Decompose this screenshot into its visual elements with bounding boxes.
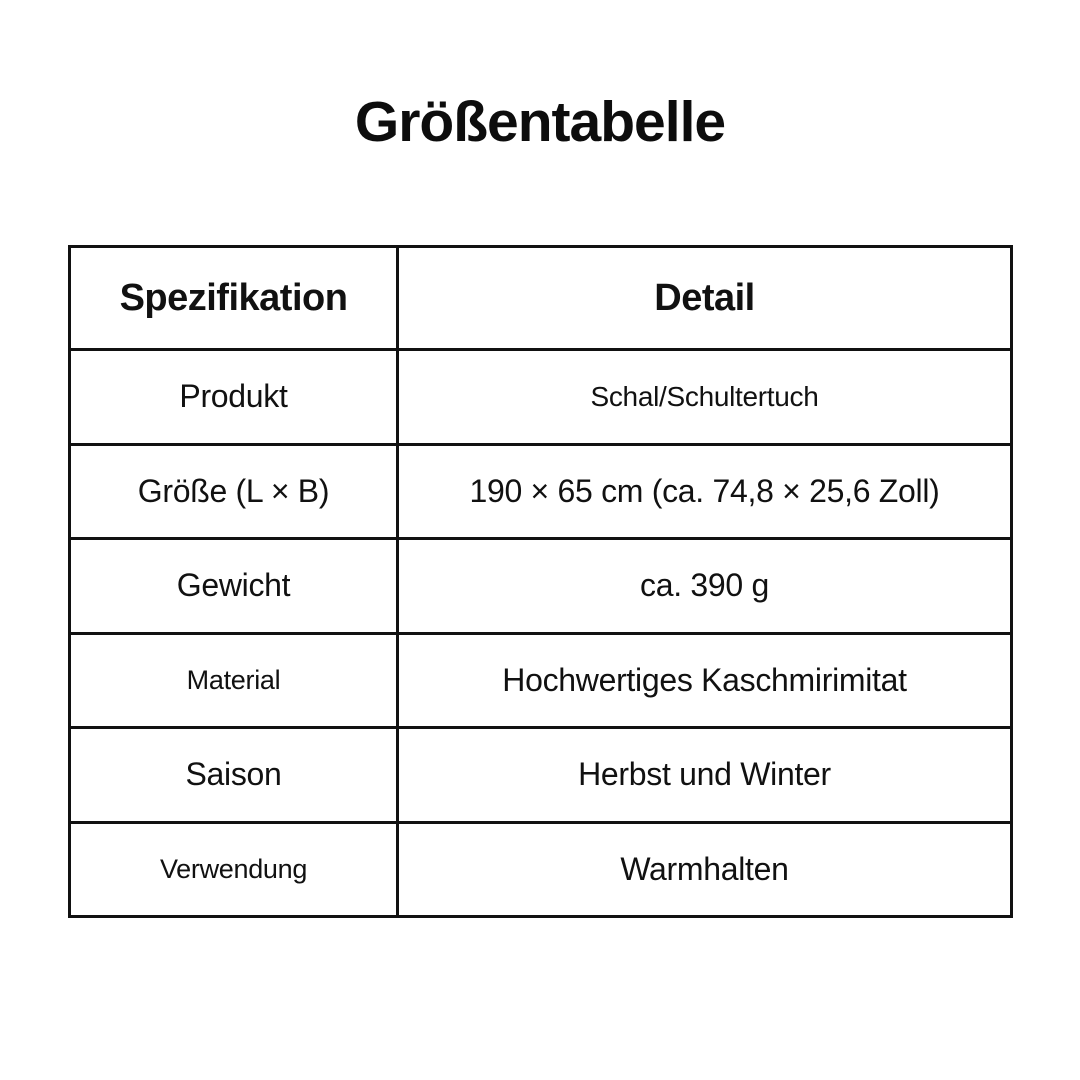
table-cell-spec: Gewicht <box>71 537 396 632</box>
page-title: Größentabelle <box>354 90 726 154</box>
table-cell-detail: Herbst und Winter <box>396 726 1010 821</box>
table-cell-detail: Warmhalten <box>396 821 1010 916</box>
table-cell-spec: Saison <box>71 726 396 821</box>
table-header-spezifikation: Spezifikation <box>119 276 348 319</box>
table-cell-spec: Produkt <box>71 348 396 443</box>
table-cell-spec: Material <box>71 632 396 727</box>
table-cell-detail: Schal/Schultertuch <box>396 348 1010 443</box>
table-cell-detail: Hochwertiges Kaschmirimitat <box>396 632 1010 727</box>
table-cell-detail: ca. 390 g <box>396 537 1010 632</box>
specification-table <box>68 245 1013 918</box>
table-cell-spec: Größe (L × B) <box>71 443 396 538</box>
table-cell-detail: 190 × 65 cm (ca. 74,8 × 25,6 Zoll) <box>396 443 1010 538</box>
table-header-detail: Detail <box>396 248 1010 348</box>
table-cell-spec: Verwendung <box>71 821 396 916</box>
